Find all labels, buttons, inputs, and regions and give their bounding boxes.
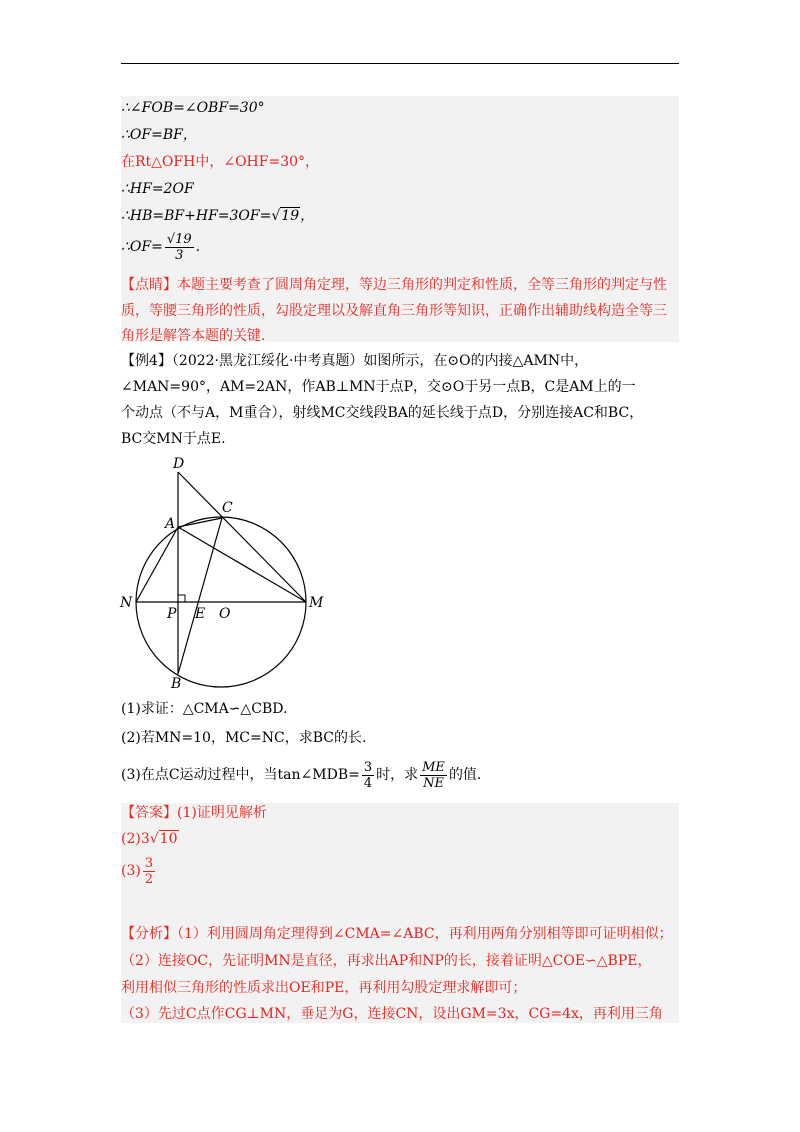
question-3-mid: 时，求: [376, 767, 419, 783]
analysis-line-4: （3）先过C点作CG⊥MN，垂足为G，连接CN，设出GM=3x，CG=4x，再利用三角: [121, 1006, 663, 1022]
example-line-4: BC交MN于点E.: [121, 431, 226, 447]
label-p: P: [167, 606, 177, 622]
label-b: B: [171, 676, 182, 692]
label-a: A: [165, 516, 176, 532]
solution-line-5-text: ∴HB=BF+HF=3OF=: [121, 208, 272, 224]
fraction-numerator: √19: [166, 231, 192, 247]
fraction: [165, 232, 194, 263]
answer-1: (1)证明见解析: [177, 805, 267, 821]
analysis-line-1: [121, 925, 673, 943]
segment-an: [136, 527, 178, 602]
comment-line-3: 角形是解答本题的关键.: [121, 328, 266, 344]
example-line-3: 个动点（不与A，M重合），射线MC交线段BA的延长线于点D，分别连接AC和BC，: [121, 405, 644, 421]
fraction-denominator: NE: [423, 775, 444, 791]
answer-line-2: [121, 830, 179, 848]
answer-line-1: [121, 804, 267, 822]
fraction-denominator: 3: [175, 247, 184, 263]
label-n: N: [120, 595, 133, 611]
answer-3-text: (3): [121, 863, 141, 879]
analysis-line-3: 利用相似三角形的性质求出OE和PE，再利用勾股定理求解即可；: [121, 980, 527, 996]
fraction-me-ne: [420, 760, 447, 791]
label-o: O: [219, 606, 231, 622]
analysis-text-1: （1）利用圆周角定理得到∠CMA=∠ABC，再利用两角分别相等即可证明相似；: [177, 926, 673, 942]
solution-line-6: [121, 230, 200, 264]
label-m: M: [309, 595, 324, 611]
comment-tag: 【点睛】: [121, 277, 177, 293]
label-d: D: [173, 456, 185, 472]
solution-line-2: ∴OF=BF，: [121, 127, 197, 143]
analysis-line-2: （2）连接OC，先证明MN是直径，再求出AP和NP的长，接着证明△COE∽△BPE，: [121, 953, 652, 969]
question-1: (1)求证：△CMA∽△CBD.: [121, 701, 288, 717]
analysis-tag: 【分析】: [121, 926, 177, 942]
fraction-tan: [362, 760, 374, 791]
radicand: 10: [159, 831, 178, 847]
comment-text-1: 本题主要考查了圆周角定理，等边三角形的判定和性质，全等三角形的判定与性: [177, 277, 667, 293]
solution-line-6-end: .: [195, 239, 201, 255]
fraction-numerator: 3: [144, 855, 154, 871]
question-3-end: 的值.: [448, 767, 482, 783]
sqrt-sign: √: [271, 208, 281, 224]
fraction-denominator: 4: [363, 775, 373, 791]
segment-dm: [178, 472, 306, 602]
comment-line-2: 质，等腰三角形的性质，勾股定理以及解直角三角形等知识，正确作出辅助线构造全等三: [121, 303, 667, 319]
comment-line-1: [121, 276, 667, 294]
fraction-denominator: 2: [144, 871, 154, 887]
answer-2-text: (2)3: [121, 831, 150, 847]
solution-line-1: ∴∠FOB=∠OBF=30°: [121, 100, 265, 116]
question-2: (2)若MN=10，MC=NC，求BC的长.: [121, 730, 367, 746]
solution-line-6-text: ∴OF=: [121, 239, 163, 255]
question-3-text: (3)在点C运动过程中，当tan∠MDB=: [121, 767, 360, 783]
solution-line-5: [121, 207, 314, 225]
answer-line-3: [121, 853, 157, 889]
solution-line-5-end: ，: [300, 208, 315, 224]
question-3: [121, 757, 481, 793]
fraction: [143, 856, 155, 887]
fraction-numerator: ME: [422, 759, 445, 775]
solution-line-3: 在Rt△OFH中，∠OHF=30°，: [121, 154, 320, 170]
right-angle-mark: [178, 595, 185, 602]
geometry-figure: [115, 452, 355, 692]
answer-tag: 【答案】: [121, 805, 177, 821]
segment-am: [178, 527, 306, 602]
example-line-1: 【例4】（2022·黑龙江绥化·中考真题）如图所示，在⊙O的内接△AMN中，: [121, 353, 589, 369]
solution-line-4: ∴HF=2OF: [121, 181, 194, 197]
example-line-2: ∠MAN=90°，AM=2AN，作AB⊥MN于点P，交⊙O于另一点B，C是AM上的一: [121, 379, 636, 395]
header-rule: [121, 63, 679, 64]
label-e: E: [195, 606, 206, 622]
radicand: 19: [281, 208, 300, 224]
sqrt-sign: √: [149, 831, 159, 847]
fraction-numerator: 3: [363, 759, 373, 775]
label-c: C: [222, 500, 233, 516]
